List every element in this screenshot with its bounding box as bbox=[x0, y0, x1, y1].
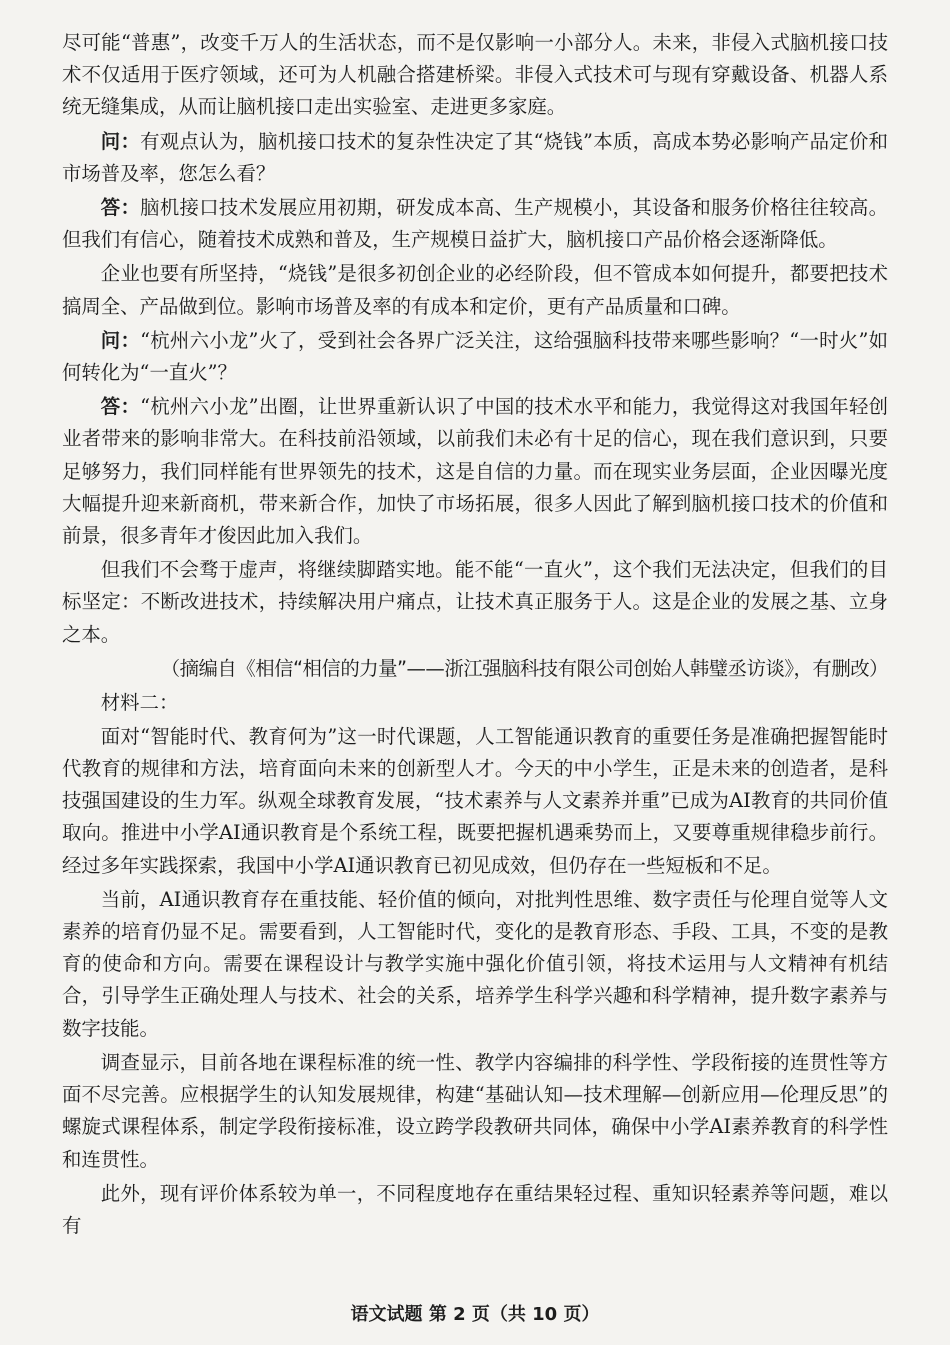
answer-paragraph-continued: 企业也要有所坚持，“烧钱”是很多初创企业的必经阶段，但不管成本如何提升，都要把技术搞周全、产品做到位。影响市场普及率的有成本和定价，更有产品质量和口碑。 bbox=[62, 262, 888, 318]
question-label: 问： bbox=[100, 129, 141, 153]
question-paragraph: 问：“杭州六小龙”火了，受到社会各界广泛关注，这给强脑科技带来哪些影响？“一时火”如何转化为“一直火”？ bbox=[62, 328, 889, 385]
material-two-paragraph: 当前，AI通识教育存在重技能、轻价值的倾向，对批判性思维、数字责任与伦理自觉等人文素养的培育仍显不足。需要看到，人工智能时代，变化的是教育形态、手段、工具，不变的是教育的使命和方向。需要在课程设计与教学实施中强化价值引领，将技术运用与人文精神有机结合，引导学生正确处理人与技术、社会的关系，培养学生科学兴趣和科学精神，提升数字素养与数字技能。 bbox=[62, 887, 888, 1040]
material-two-heading: 材料二： bbox=[100, 690, 179, 714]
page-footer: 语文试题 第 2 页（共 10 页） bbox=[350, 1304, 600, 1325]
source-citation: （摘编自《相信“相信的力量”——浙江强脑科技有限公司创始人韩璧丞访谈》，有删改） bbox=[160, 656, 888, 680]
material-two-paragraph: 面对“智能时代、教育何为”这一时代课题，人工智能通识教育的重要任务是准确把握智能时代教育的规律和方法，培育面向未来的创新型人才。今天的中小学生，正是未来的创造者，是科技强国建设的生力军。纵观全球教育发展，“技术素养与人文素养并重”已成为AI教育的共同价值取向。推进中小学AI通识教育是个系统工程，既要把握机遇乘势而上，又要尊重规律稳步前行。经过多年实践探索，我国中小学AI通识教育已初见成效，但仍存在一些短板和不足。 bbox=[62, 724, 888, 877]
question-label: 问： bbox=[100, 328, 141, 352]
material-two-paragraph: 调查显示，目前各地在课程标准的统一性、教学内容编排的科学性、学段衔接的连贯性等方面不尽完善。应根据学生的认知发展规律，构建“基础认知—技术理解—创新应用—伦理反思”的螺旋式课程体系，制定学段衔接标准，设立跨学段教研共同体，确保中小学AI素养教育的科学性和连贯性。 bbox=[62, 1050, 888, 1171]
answer-paragraph: 答：“杭州六小龙”出圈，让世界重新认识了中国的技术水平和能力，我觉得这对我国年轻创业者带来的影响非常大。在科技前沿领域，以前我们未必有十足的信心，现在我们意识到，只要足够努力，我们同样能有世界领先的技术，这是自信的力量。而在现实业务层面，企业因曝光度大幅提升迎来新商机，带来新合作，加快了市场拓展，很多人因此了解到脑机接口技术的价值和前景，很多青年才俊因此加入我们。 bbox=[62, 395, 889, 548]
answer-paragraph: 答：脑机接口技术发展应用初期，研发成本高、生产规模小，其设备和服务价格往往较高。但我们有信心，随着技术成熟和普及，生产规模日益扩大，脑机接口产品价格会逐渐降低。 bbox=[62, 196, 888, 252]
paragraph-continuation: 尽可能“普惠”，改变千万人的生活状态，而不是仅影响一小部分人。未来，非侵入式脑机接口技术不仅适用于医疗领域，还可为人机融合搭建桥梁。非侵入式技术可与现有穿戴设备、机器人系统无缝集成，从而让脑机接口走出实验室、走进更多家庭。 bbox=[62, 31, 888, 119]
exam-page-body bbox=[62, 27, 888, 1244]
question-paragraph: 问：有观点认为，脑机接口技术的复杂性决定了其“烧钱”本质，高成本势必影响产品定价和市场普及率，您怎么看？ bbox=[62, 129, 889, 185]
answer-label: 答： bbox=[100, 395, 141, 419]
material-two-paragraph: 此外，现有评价体系较为单一，不同程度地存在重结果轻过程、重知识轻素养等问题，难以有 bbox=[62, 1181, 888, 1237]
answer-paragraph-continued: 但我们不会骛于虚声，将继续脚踏实地。能不能“一直火”，这个我们无法决定，但我们的目标坚定：不断改进技术，持续解决用户痛点，让技术真正服务于人。这是企业的发展之基、立身之本。 bbox=[62, 558, 888, 646]
answer-label: 答： bbox=[100, 196, 141, 220]
